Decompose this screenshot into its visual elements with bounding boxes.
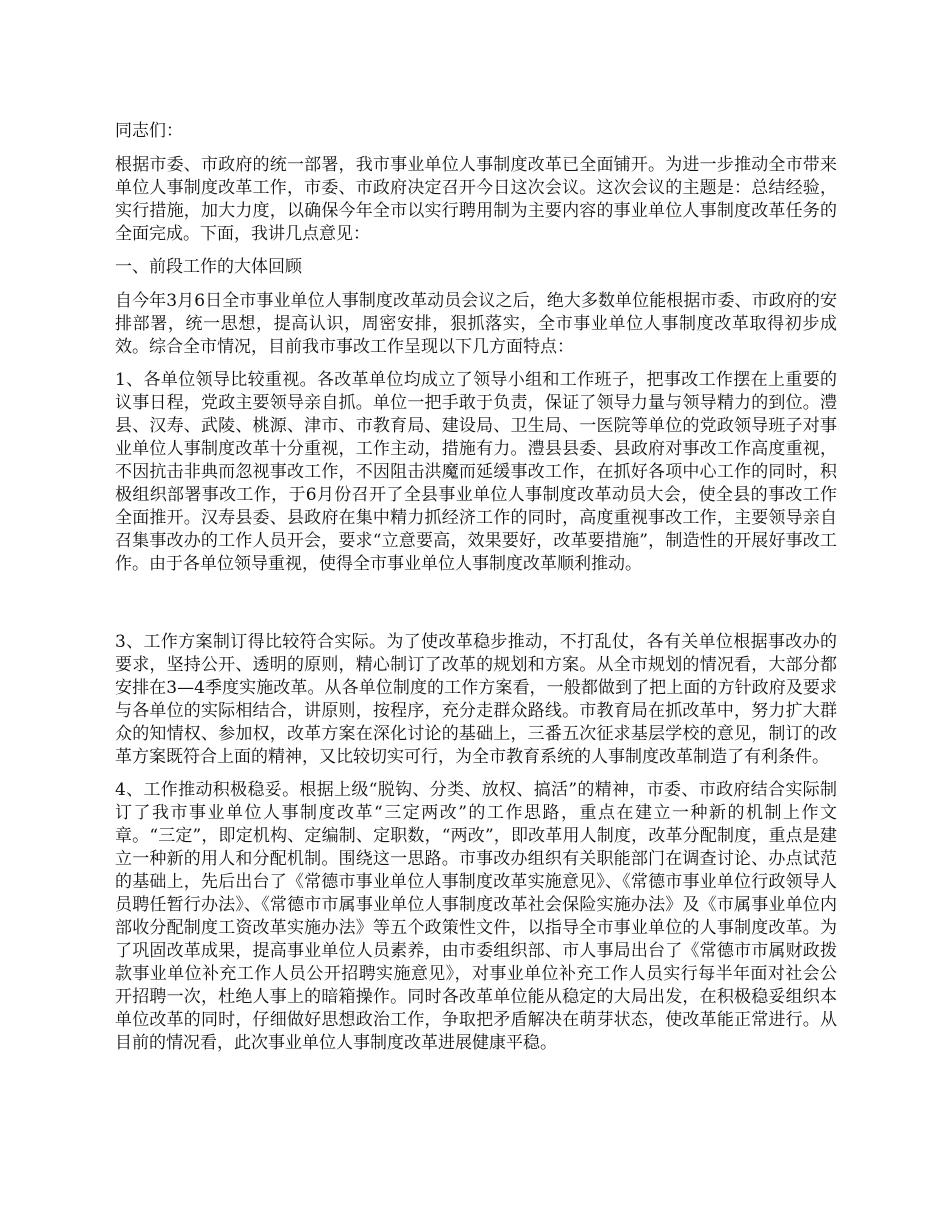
section-heading: 一、前段工作的大体回顾 [115,257,302,277]
point-3-paragraph: 3、工作方案制订得比较符合实际。为了使改革稳步推动，不打乱仗，各有关单位根据事改办的要求，坚持公开、透明的原则，精心制订了改革的规划和方案。从全市规划的情况看，大部分都安排在3—4季度实施改革。从各单位制度的工作方案看，一般都做到了把上面的方针政府及要求与各单位的实际相结合，讲原则，按程序，充分走群众路线。市教育局在抓改革中，努力扩大群众的知情权、参加权，改革方案在深化讨论的基础上，三番五次征求基层学校的意见，制订的改革方案既符合上面的精神，又比较切实可行，为全市教育系统的人事制度改革制造了有利条件。 [115,632,837,767]
section-intro-paragraph: 自今年3月6日全市事业单位人事制度改革动员会议之后，绝大多数单位能根据市委、市政府的安排部署，统一思想，提高认识，周密安排，狠抓落实，全市事业单位人事制度改革取得初步成效。综合全市情况，目前我市事改工作呈现以下几方面特点： [115,291,837,357]
document-body [115,120,837,1065]
point-4-paragraph: 4、工作推动积极稳妥。根据上级“脱钩、分类、放权、搞活”的精神，市委、市政府结合实际制订了我市事业单位人事制度改革“三定两改”的工作思路，重点在建立一种新的机制上作文章。“三定”，即定机构、定编制、定职数，“两改”，即改革用人制度，改革分配制度，重点是建立一种新的用人和分配机制。围绕这一思路。市事改办组织有关职能部门在调查讨论、办点试范的基础上，先后出台了《常德市事业单位人事制度改革实施意见》、《常德市事业单位行政领导人员聘任暂行办法》、《常德市市属事业单位人事制度改革社会保险实施办法》及《市属事业单位内部收分配制度工资改革实施办法》等五个政策性文件，以指导全市事业单位的人事制度改革。为了巩固改革成果，提高事业单位人员素养，由市委组织部、市人事局出台了《常德市市属财政拨款事业单位补充工作人员公开招聘实施意见》，对事业单位补充工作人员实行每半年面对社会公开招聘一次，杜绝人事上的暗箱操作。同时各改革单位能从稳定的大局出发，在积极稳妥组织本单位改革的同时，仔细做好思想政治工作，争取把矛盾解决在萌芽状态，使改革能正常进行。从目前的情况看，此次事业单位人事制度改革进展健康平稳。 [115,780,837,1053]
point-1-paragraph: 1、各单位领导比较重视。各改革单位均成立了领导小组和工作班子，把事改工作摆在上重要的议事日程，党政主要领导亲自抓。单位一把手敢于负责，保证了领导力量与领导精力的到位。澧县、汉寿、武陵、桃源、津市、市教育局、建设局、卫生局、一医院等单位的党政领导班子对事业单位人事制度改革十分重视，工作主动，措施有力。澧县县委、县政府对事改工作高度重视，不因抗击非典而忽视事改工作，不因阻击洪魔而延缓事改工作，在抓好各项中心工作的同时，积极组织部署事改工作，于6月份召开了全县事业单位人事制度改革动员大会，使全县的事改工作全面推开。汉寿县委、县政府在集中精力抓经济工作的同时，高度重视事改工作，主要领导亲自召集事改办的工作人员开会，要求“立意要高，效果要好，改革要措施”，制造性的开展好事改工作。由于各单位领导重视，使得全市事业单位人事制度改革顺利推动。 [115,370,837,574]
intro-paragraph: 根据市委、市政府的统一部署，我市事业单位人事制度改革已全面铺开。为进一步推动全市带来单位人事制度改革工作，市委、市政府决定召开今日这次会议。这次会议的主题是：总结经验，实行措施，加大力度，以确保今年全市以实行聘用制为主要内容的事业单位人事制度改革任务的全面完成。下面，我讲几点意见： [115,155,837,244]
salutation: 同志们： [115,121,183,141]
